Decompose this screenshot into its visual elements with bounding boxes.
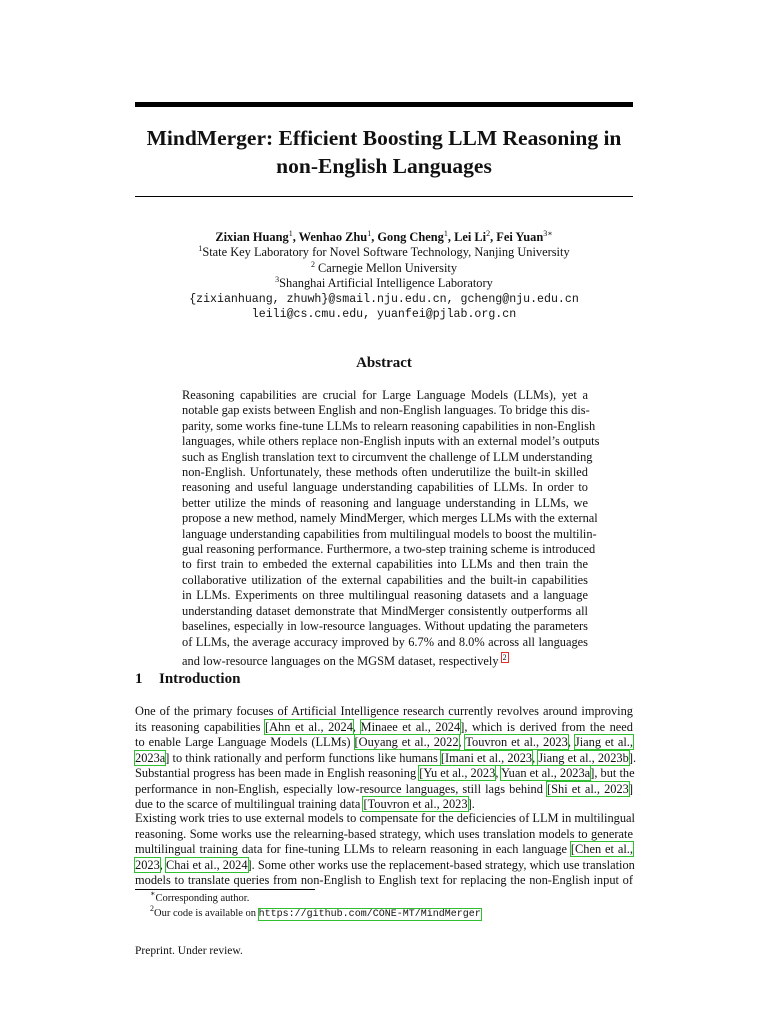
author-3: Gong Cheng [377,230,444,244]
email-line-2: leili@cs.cmu.edu, yuanfei@pjlab.org.cn [251,308,517,322]
abstract-line: parity, some works fine-tune LLMs to relearn reasoning capabilities in non-English [182,418,596,433]
intro-line: One of the primary focuses of Artificial Intelligence research currently revolves around improving [135,704,633,718]
author-sep: , [371,230,378,244]
abstract-line: collaborative utilization of the external capabilities and the built-in capabilities [182,572,588,587]
intro-line [135,766,633,782]
text-run: , [495,766,502,780]
abstract-line: understanding dataset demonstrate that MindMerger consistently outperforms all [182,603,588,618]
intro-paragraph-2 [135,811,633,889]
title-line-2: non-English Languages [276,154,492,178]
text-run: multilingual training data for fine-tuning LLMs to relearn reasoning in each language [135,842,571,856]
text-run: ], but the [590,766,635,780]
author-2: Wenhao Zhu [298,230,368,244]
abstract-body [182,388,600,669]
text-run: ], which is derived from the need [460,719,633,734]
affiliation-1-text: State Key Laboratory for Novel Software Technology, Nanjing University [202,245,570,260]
section-number: 1 [135,671,143,687]
text-run: ] to think rationally and perform functions like humans [165,750,441,765]
text-run: Substantial progress has been made in English reasoning [135,766,420,780]
title-top-rule [135,102,633,107]
abstract-last-line [182,650,588,669]
author-1-affil: 1 [288,229,293,238]
citation-link[interactable]: Jiang et al., 2023b [538,750,629,765]
intro-line: Existing work tries to use external models to compensate for the deficiencies of LLM in multilingual [135,811,635,825]
intro-paragraph-1 [135,704,637,813]
affiliation-2-text: Carnegie Mellon University [314,260,458,275]
author-4-affil: 2 [486,229,491,238]
affiliation-3 [100,276,668,291]
abstract-line: Reasoning capabilities are crucial for Large Language Models (LLMs), yet a [182,388,588,402]
text-run: , [458,735,466,749]
author-sep: , [490,230,497,244]
footnote-2-mark: 2 [150,903,154,913]
section-title: Introduction [159,671,241,687]
author-sep: , [447,230,455,244]
citation-link[interactable]: 2023a [135,750,166,765]
abstract-line: language understanding capabilities from multilingual models to boost the multilin- [182,526,597,541]
text-run: ]. Some other works use the replacement-based strategy, which use translation [247,857,635,872]
author-5-affil: 3∗ [543,229,553,238]
citation-link[interactable]: Minaee et al., 2024 [360,719,461,734]
citation-link[interactable]: [Imani et al., 2023 [440,750,533,765]
citation-link[interactable]: Chai et al., 2024 [165,857,248,872]
citation-link[interactable]: [Ouyang et al., 2022 [354,735,459,749]
author-sep: , [292,230,299,244]
text-run: , [159,857,166,872]
preprint-footer: Preprint. Under review. [135,945,243,957]
email-line-1: {zixianhuang, zhuwh}@smail.nju.edu.cn, gcheng@nju.edu.cn [189,292,579,306]
intro-line: reasoning. Some works use the relearning-based strategy, which uses translation models to generate [135,826,633,841]
author-3-affil: 1 [443,229,448,238]
intro-line [135,720,633,736]
intro-line [135,858,633,874]
code-url-link[interactable]: https://github.com/CONE-MT/MindMerger [258,908,481,920]
citation-link[interactable]: [Touvron et al., 2023 [363,797,468,811]
footnote-1-text: Corresponding author. [155,893,250,904]
author-5: Fei Yuan [496,230,544,244]
affiliation-2-mark: 2 [310,259,315,269]
abstract-line: better utilize the minds of reasoning and language understanding in LLMs, we [182,495,588,510]
abstract-line: in LLMs. Experiments on three multilingual reasoning datasets and a language [182,588,588,603]
section-heading-introduction [135,671,240,688]
abstract-line: non-English. Unfortunately, these methods often underutilize the built-in skilled [182,465,588,480]
text-run: , [352,719,361,734]
abstract-line: to first train to embeded the external capabilities into LLMs and then train the [182,557,588,572]
citation-link[interactable]: Touvron et al., 2023 [465,735,568,749]
title-bottom-rule [135,196,633,197]
affiliation-1 [100,245,668,260]
paper-title [135,124,633,180]
footnotes [150,889,481,922]
intro-line [135,782,633,798]
text-run: , [532,750,539,765]
abstract-line: of LLMs, the average accuracy improved by 6.7% and 8.0% across all languages [182,634,588,649]
abstract-line: such as English translation text to circumvent the challenge of LLM understanding [182,449,593,464]
abstract-line: gual reasoning performance. Furthermore, a two-step training scheme is introduced [182,542,596,557]
author-1: Zixian Huang [215,230,289,244]
text-run: due to the scarce of multilingual training data [135,797,364,811]
affiliation-3-text: Shanghai Artificial Intelligence Laboratory [279,276,493,291]
footnote-link-2[interactable]: 2 [502,652,507,662]
author-block [100,230,668,322]
abstract-line: reasoning and useful language understanding capabilities of LLMs. In order to [182,480,588,495]
citation-link[interactable]: [Ahn et al., 2024 [264,719,353,734]
citation-link[interactable]: Yuan et al., 2023a [501,766,591,780]
affiliation-2 [100,261,668,276]
author-2-affil: 1 [367,229,372,238]
text-run: its reasoning capabilities [135,719,265,734]
abstract-line: baselines, especially in low-resource languages. Without updating the parameters [182,619,588,634]
text-run: to enable Large Language Models (LLMs) [135,735,355,749]
citation-link[interactable]: [Shi et al., 2023 [547,781,629,796]
text-run: performance in non-English, especially low-resource languages, still lags behind [135,781,548,796]
abstract-line: notable gap exists between English and non-English languages. To bridge this dis- [182,403,590,418]
text-run: ]. [628,750,637,765]
citation-link[interactable]: 2023 [135,857,160,872]
intro-line [135,750,637,767]
intro-line: models to translate queries from non-English to English text for replacing the non-English input of [135,873,633,887]
footnote-2-text: Our code is available on [154,907,259,919]
citation-link[interactable]: [Chen et al., [570,842,634,856]
affiliation-1-mark: 1 [198,244,203,254]
text-run: ]. [467,797,475,811]
author-4: Lei Li [454,230,487,244]
abstract-line: propose a new method, namely MindMerger, which merges LLMs with the external [182,511,598,526]
abstract-last-text: and low-resource languages on the MGSM dataset, respectively [182,653,499,668]
intro-line [135,735,633,751]
text-run: , [567,735,575,749]
footnote-2 [150,903,481,923]
text-run: ] [628,781,633,796]
affiliation-3-mark: 3 [275,275,280,285]
footnote-1-mark: ∗ [150,889,156,898]
intro-line [135,842,633,858]
citation-link[interactable]: Jiang et al., [574,735,633,749]
footnote-rule [135,889,315,890]
abstract-heading: Abstract [356,355,412,371]
abstract-line: languages, while others replace non-English inputs with an external model’s outputs [182,434,600,449]
citation-link[interactable]: [Yu et al., 2023 [419,766,496,780]
title-line-1: MindMerger: Efficient Boosting LLM Reasoning in [146,126,622,150]
author-names [100,230,668,245]
footnote-1 [150,889,481,907]
